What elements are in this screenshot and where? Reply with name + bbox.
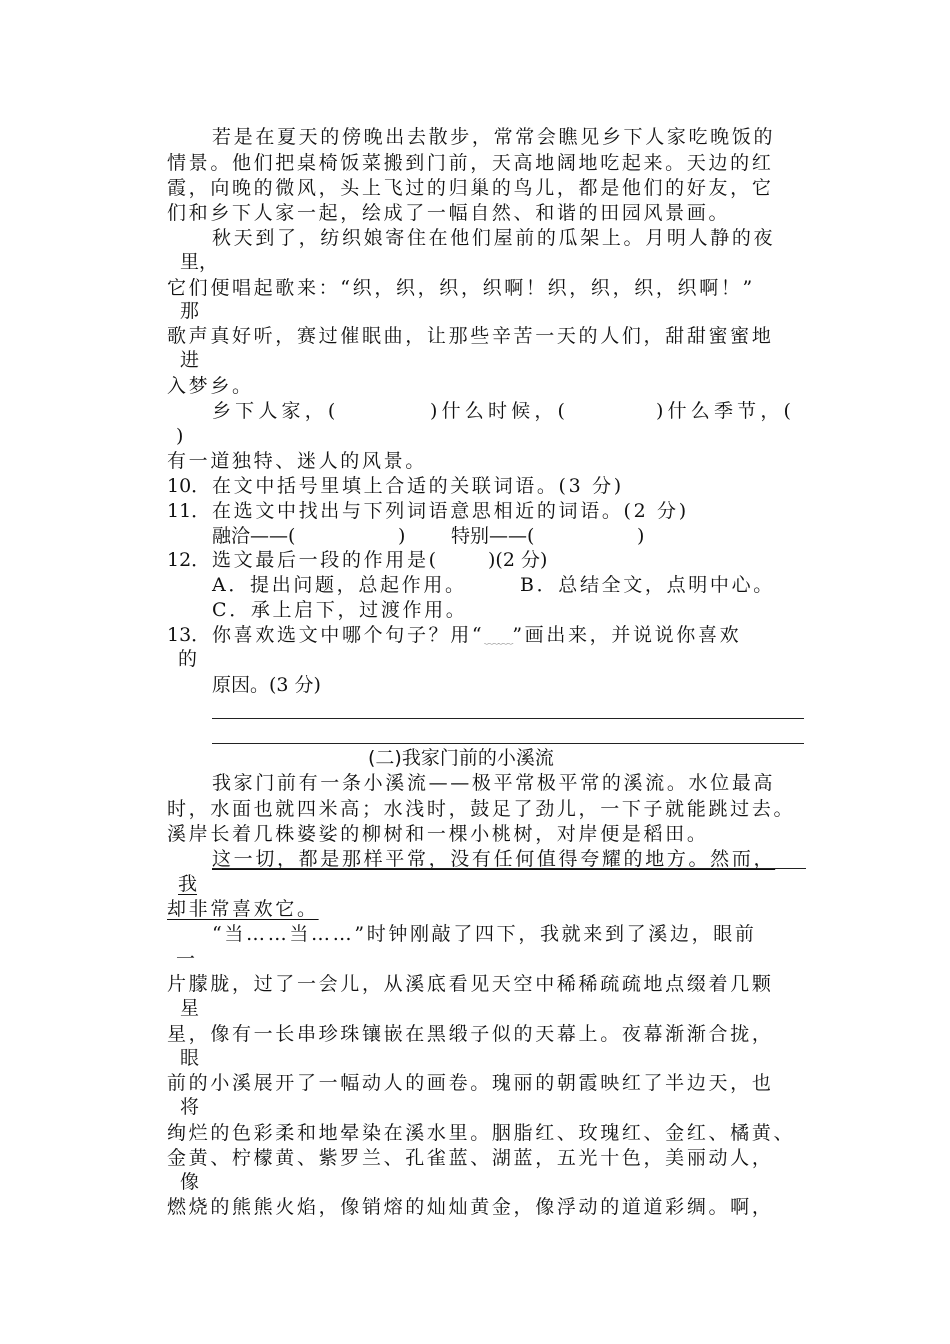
q11-text: 在选文中找出与下列词语意思相近的词语。(2 分) (212, 500, 689, 522)
q11-item-a-label: 融洽——( (212, 525, 296, 547)
passage1-p3-close: ) (176, 425, 184, 447)
passage2-p3-wrap3: 眼 (180, 1047, 200, 1069)
q13-line2: 原因。(3 分) (212, 674, 321, 696)
passage2-p3-line6: 金黄、柠檬黄、紫罗兰、孔雀蓝、湖蓝，五光十色，美丽动人， (167, 1147, 774, 1169)
passage2-p3-line7: 燃烧的熊熊火焰，像销熔的灿灿黄金，像浮动的道道彩绸。啊， (167, 1196, 774, 1218)
passage2-p3-wrap5: 像 (180, 1171, 200, 1193)
passage2-p3-line4: 前的小溪展开了一幅动人的画卷。瑰丽的朝霞映红了半边天，也 (167, 1072, 774, 1094)
passage1-p2-wrap1: 里， (180, 251, 219, 273)
passage1-p2-wrap3: 进 (180, 349, 200, 371)
passage2-p3-wrap1: 一 (176, 948, 196, 970)
passage2-p2-wrap: 我 (178, 873, 198, 895)
q11-item-b-label: 特别——( (451, 525, 535, 547)
passage1-p2-line4: 入梦乡。 (167, 375, 254, 397)
q12-option-a: A．提出问题，总起作用。 (212, 574, 467, 596)
underline-rule (212, 868, 806, 869)
passage2-p3-wrap4: 将 (180, 1096, 200, 1118)
q13-text (212, 623, 741, 650)
passage2-p1-line2: 时，水面也就四米高；水浅时，鼓足了劲儿，一下子就能跳过去。 (167, 798, 796, 820)
passage1-p2-line2: 它们便唱起歌来：“织，织，织，织啊！织，织，织，织啊！” (167, 277, 755, 299)
passage1-p2-line1: 秋天到了，纺织娘寄住在他们屋前的瓜架上。月明人静的夜 (212, 227, 776, 249)
passage1-p1-line2: 情景。他们把桌椅饭菜搬到门前，天高地阔地吃起来。天边的红 (167, 152, 774, 174)
passage1-p3-line2: 有一道独特、迷人的风景。 (167, 450, 427, 472)
answer-line-1[interactable] (212, 718, 804, 719)
wavy-underline-mark: ﹏﹏ (484, 629, 513, 647)
passage1-p2-wrap2: 那 (180, 300, 200, 322)
passage2-p3-wrap2: 星 (180, 997, 200, 1019)
q11-item-b-close: ) (637, 525, 645, 547)
passage2-p3-line3: 星，像有一长串珍珠镶嵌在黑缎子似的天幕上。夜幕渐渐合拢， (167, 1023, 774, 1045)
passage2-p1-line3: 溪岸长着几株婆娑的柳树和一棵小桃树，对岸便是稻田。 (167, 823, 709, 845)
q12-number: 12． (167, 549, 211, 571)
q11-number: 11． (167, 500, 211, 522)
q11-item-a-close: ) (398, 525, 406, 547)
passage1-p3-part1: 乡下人家，( (212, 400, 340, 422)
passage1-p1-line3: 霞，向晚的微风，头上飞过的归巢的鸟儿，都是他们的好友，它 (167, 177, 774, 199)
q12-text-b: )(2 分) (488, 549, 548, 571)
passage2-title: (二)我家门前的小溪流 (368, 747, 554, 769)
passage2-p2-line1: 这一切，都是那样平常，没有任何值得夸耀的地方。然而， (212, 848, 776, 870)
passage1-p1-line1: 若是在夏天的傍晚出去散步，常常会瞧见乡下人家吃晚饭的 (212, 126, 776, 148)
q13-text-a: 你喜欢选文中哪个句子？用“ (212, 624, 485, 646)
q12-option-c: C．承上启下，过渡作用。 (212, 599, 468, 621)
passage1-p1-line4: 们和乡下人家一起，绘成了一幅自然、和谐的田园风景画。 (167, 202, 731, 224)
passage1-p2-line3: 歌声真好听，赛过催眠曲，让那些辛苦一天的人们，甜甜蜜蜜地 (167, 325, 774, 347)
answer-line-2[interactable] (212, 743, 804, 744)
passage2-p3-line2: 片朦胧，过了一会儿，从溪底看见天空中稀稀疏疏地点缀着几颗 (167, 973, 774, 995)
passage2-p2-line2: 却非常喜欢它。 (167, 898, 319, 920)
q12-text-a: 选文最后一段的作用是( (212, 549, 439, 571)
q12-option-b: B．总结全文，点明中心。 (520, 574, 775, 596)
q13-wrap: 的 (178, 648, 198, 670)
passage2-p3-line5: 绚烂的色彩柔和地晕染在溪水里。胭脂红、玫瑰红、金红、橘黄、 (167, 1122, 796, 1144)
passage1-p3-part3: )什么季节，( (656, 400, 796, 422)
q10-number: 10． (167, 475, 211, 497)
passage2-p3-line1: “当……当……”时钟刚敲了四下，我就来到了溪边，眼前 (212, 923, 757, 945)
passage2-p1-line1: 我家门前有一条小溪流——极平常极平常的溪流。水位最高 (212, 772, 776, 794)
passage1-p3-part2: )什么时候，( (430, 400, 570, 422)
q10-text: 在文中括号里填上合适的关联词语。(3 分) (212, 475, 624, 497)
q13-text-b: ”画出来，并说说你喜欢 (512, 624, 742, 646)
q13-number: 13． (167, 624, 211, 646)
